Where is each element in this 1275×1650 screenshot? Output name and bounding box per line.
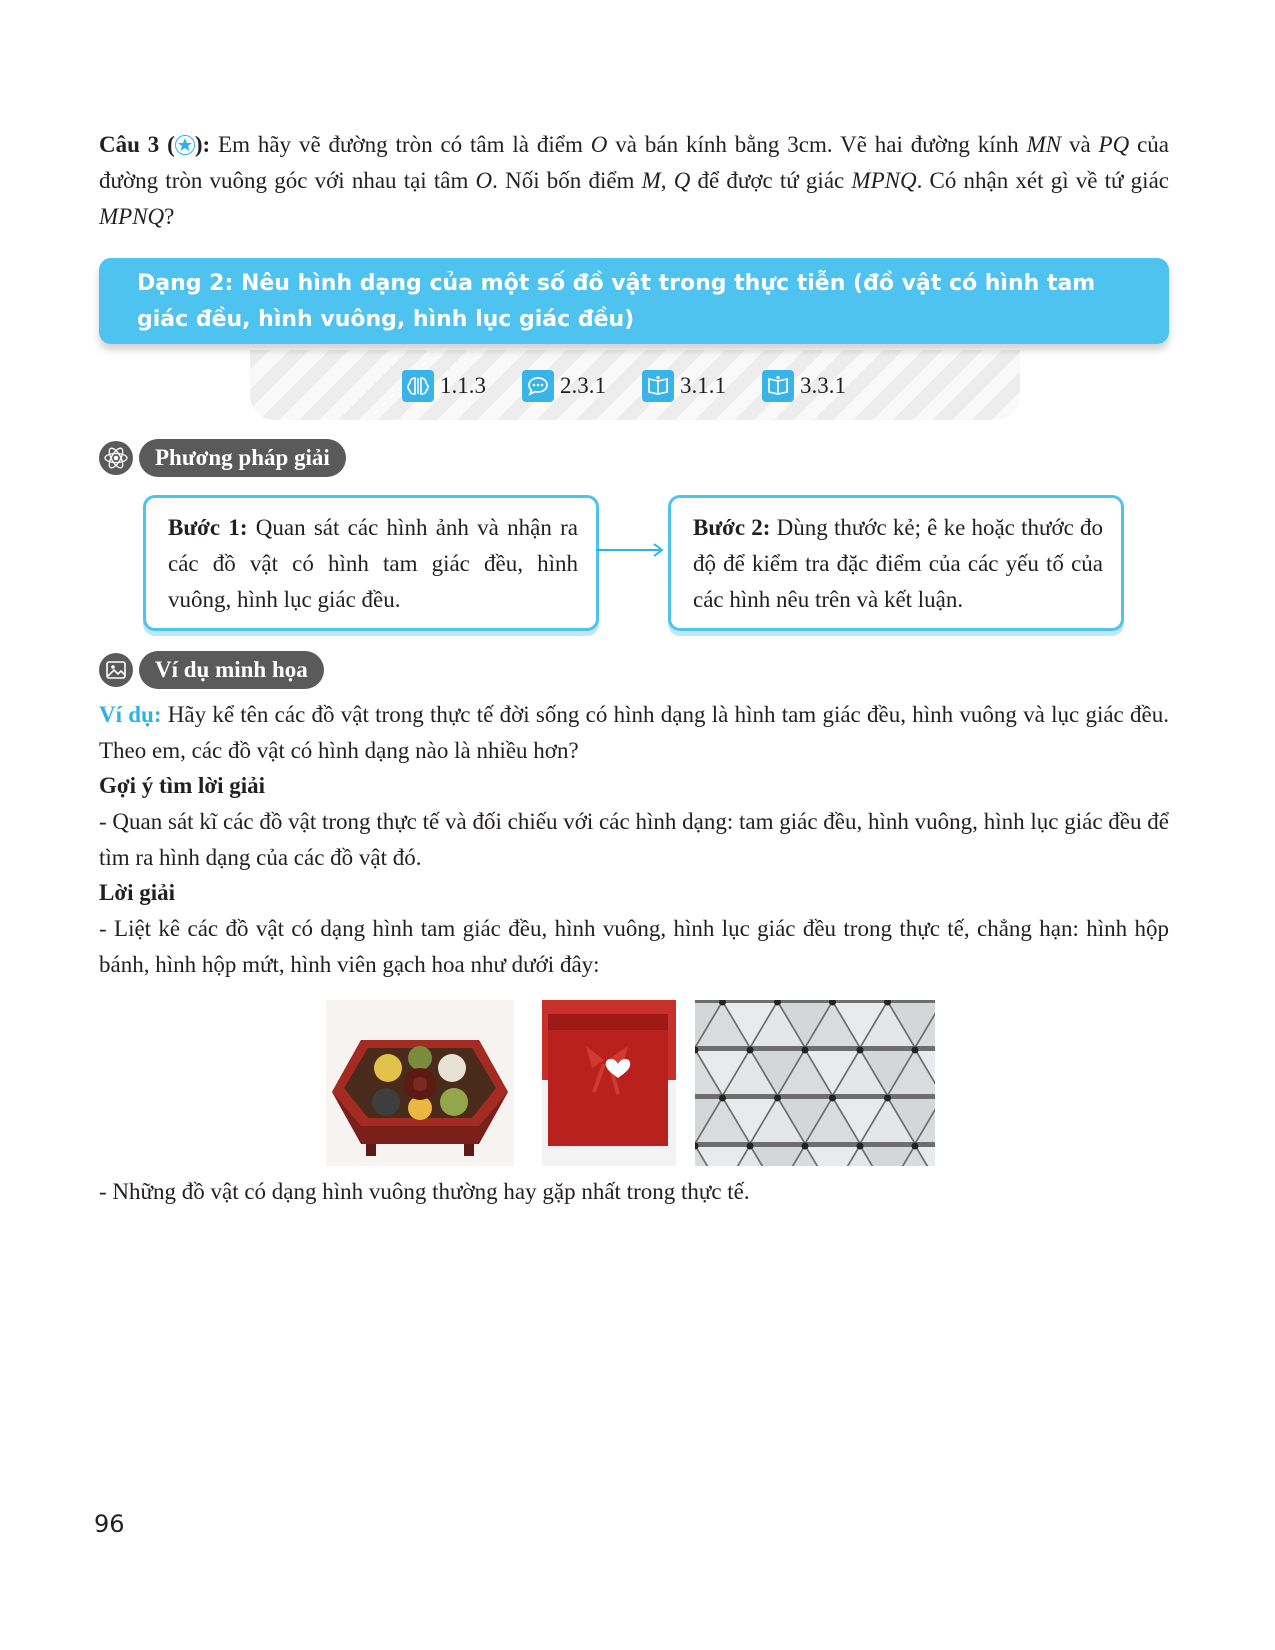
step-1-box	[143, 495, 599, 631]
code-item	[522, 368, 606, 404]
code-label: 3.1.1	[680, 373, 726, 398]
code-label: 2.3.1	[560, 373, 606, 398]
solution-text: - Liệt kê các đồ vật có dạng hình tam giác đều, hình vuông, hình lục giác đều trong thực tế, chẳng hạn: hình hộp bánh, hình hộp mứt, hình viên gạch hoa như dưới đây:	[99, 916, 1169, 977]
book-icon	[642, 370, 674, 402]
code-item	[762, 368, 846, 404]
code-item	[402, 368, 486, 404]
question-label: Câu 3 (	[99, 132, 175, 157]
hexagon-box-photo	[326, 1000, 514, 1166]
gift-box-photo	[542, 1000, 676, 1166]
example-title: Ví dụ minh họa	[139, 651, 324, 689]
step-1-text: Bước 1: Quan sát các hình ảnh và nhận ra các đồ vật có hình tam giác đều, hình vuông, hình lục giác đều.	[168, 515, 578, 612]
page-number: 96	[94, 1510, 125, 1538]
code-label: 1.1.3	[440, 373, 486, 398]
conclusion-text: - Những đồ vật có dạng hình vuông thường hay gặp nhất trong thực tế.	[99, 1179, 750, 1204]
question-3: Câu 3 ( ): Em hãy vẽ đường tròn có tâm là điểm O và bán kính bằng 3cm. Vẽ hai đường kính MN và PQ của đường tròn vuông góc với nhau tại tâm O. Nối bốn điểm M, Q để được tứ giác MPNQ. Có nhận xét gì về tứ giác MPNQ?	[99, 132, 1169, 229]
code-item	[642, 368, 726, 404]
code-label: 3.3.1	[800, 373, 846, 398]
image-icon	[99, 653, 133, 687]
triangle-tiles-photo	[695, 1000, 935, 1166]
example-question: Ví dụ: Hãy kể tên các đồ vật trong thực tế đời sống có hình dạng là hình tam giác đều, hình vuông và lục giác đều. Theo em, các đồ vật có hình dạng nào là nhiều hơn?	[99, 702, 1169, 763]
hint-heading: Gợi ý tìm lời giải	[99, 773, 266, 798]
arrow-right-icon	[596, 540, 668, 560]
codes-strip	[250, 350, 1020, 420]
star-icon	[175, 130, 195, 150]
method-title: Phương pháp giải	[139, 439, 346, 477]
type-banner	[99, 258, 1169, 344]
brain-icon	[402, 370, 434, 402]
book-icon	[762, 370, 794, 402]
atom-icon	[99, 441, 133, 475]
solution-heading: Lời giải	[99, 880, 175, 905]
banner-title: Dạng 2: Nêu hình dạng của một số đồ vật trong thực tiễn (đồ vật có hình tam giác đều, hình vuông, hình lục giác đều)	[137, 271, 1096, 332]
chat-icon	[522, 370, 554, 402]
step-2-text: Bước 2: Dùng thước kẻ; ê ke hoặc thước đo độ để kiểm tra đặc điểm của các yếu tố của các hình nêu trên và kết luận.	[693, 515, 1104, 612]
hint-text: - Quan sát kĩ các đồ vật trong thực tế và đối chiếu với các hình dạng: tam giác đều, hình vuông, hình lục giác đều để tìm ra hình dạng của các đồ vật đó.	[99, 809, 1169, 870]
step-2-box	[668, 495, 1124, 631]
